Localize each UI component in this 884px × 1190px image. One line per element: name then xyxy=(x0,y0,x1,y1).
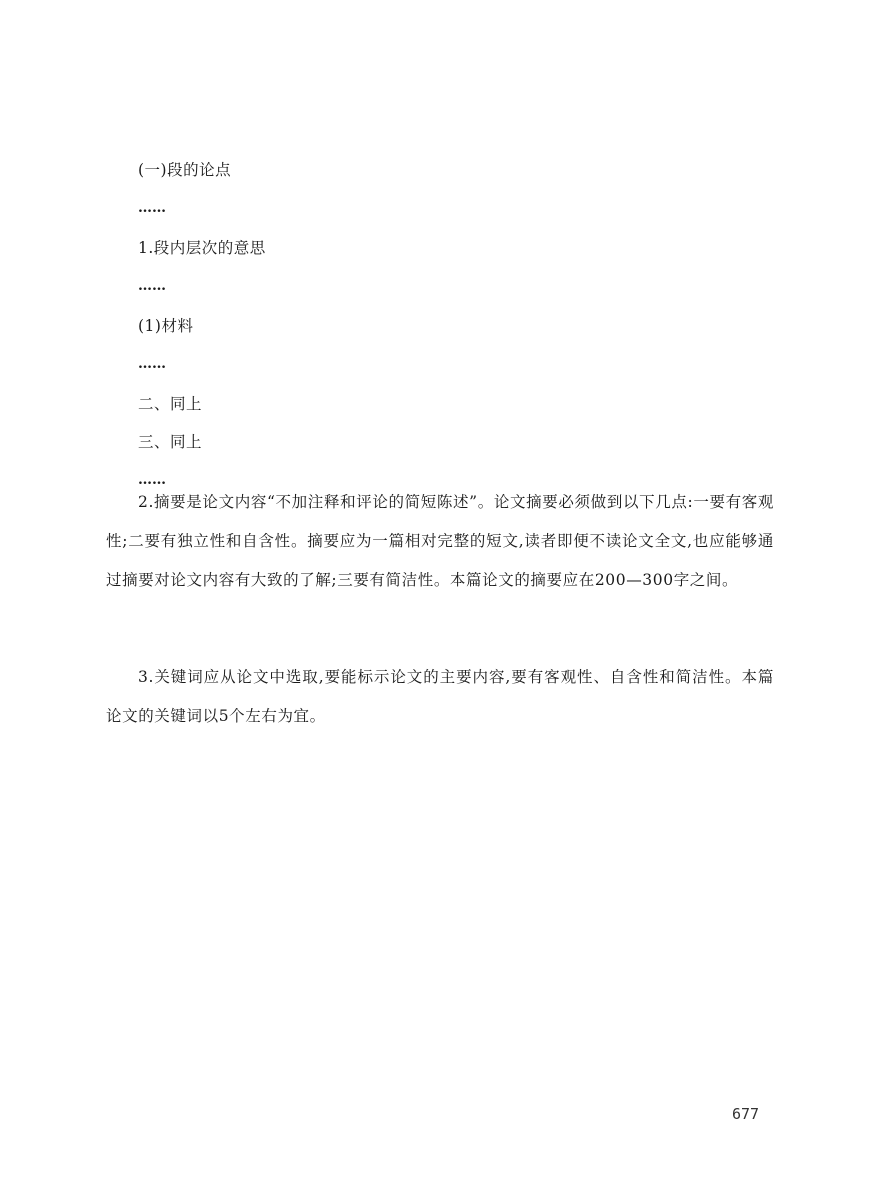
outline-section-heading: (一)段的论点 xyxy=(138,161,232,179)
page-number: 677 xyxy=(732,1105,760,1123)
outline-ellipsis-2: …… xyxy=(138,278,166,294)
outline-second-section: 二、同上 xyxy=(138,395,203,413)
outline-ellipsis-4: …… xyxy=(138,472,166,488)
abstract-rule-paragraph: 2.摘要是论文内容“不加注释和评论的简短陈述”。论文摘要必须做到以下几点:一要有客观性;二要有独立性和自含性。摘要应为一篇相对完整的短文,读者即便不读论文全文,也应能够通过摘要对论文内容有大致的了解;三要有简洁性。本篇论文的摘要应在200—300字之间。 xyxy=(106,493,774,589)
outline-third-section: 三、同上 xyxy=(138,433,203,451)
outline-level-heading: 1.段内层次的意思 xyxy=(138,239,266,257)
outline-ellipsis-1: …… xyxy=(138,200,166,216)
outline-material-heading: (1)材料 xyxy=(138,317,194,335)
keywords-rule-paragraph: 3.关键词应从论文中选取,要能标示论文的主要内容,要有客观性、自含性和简洁性。本篇论文的关键词以5个左右为宜。 xyxy=(106,668,774,725)
outline-ellipsis-3: …… xyxy=(138,356,166,372)
